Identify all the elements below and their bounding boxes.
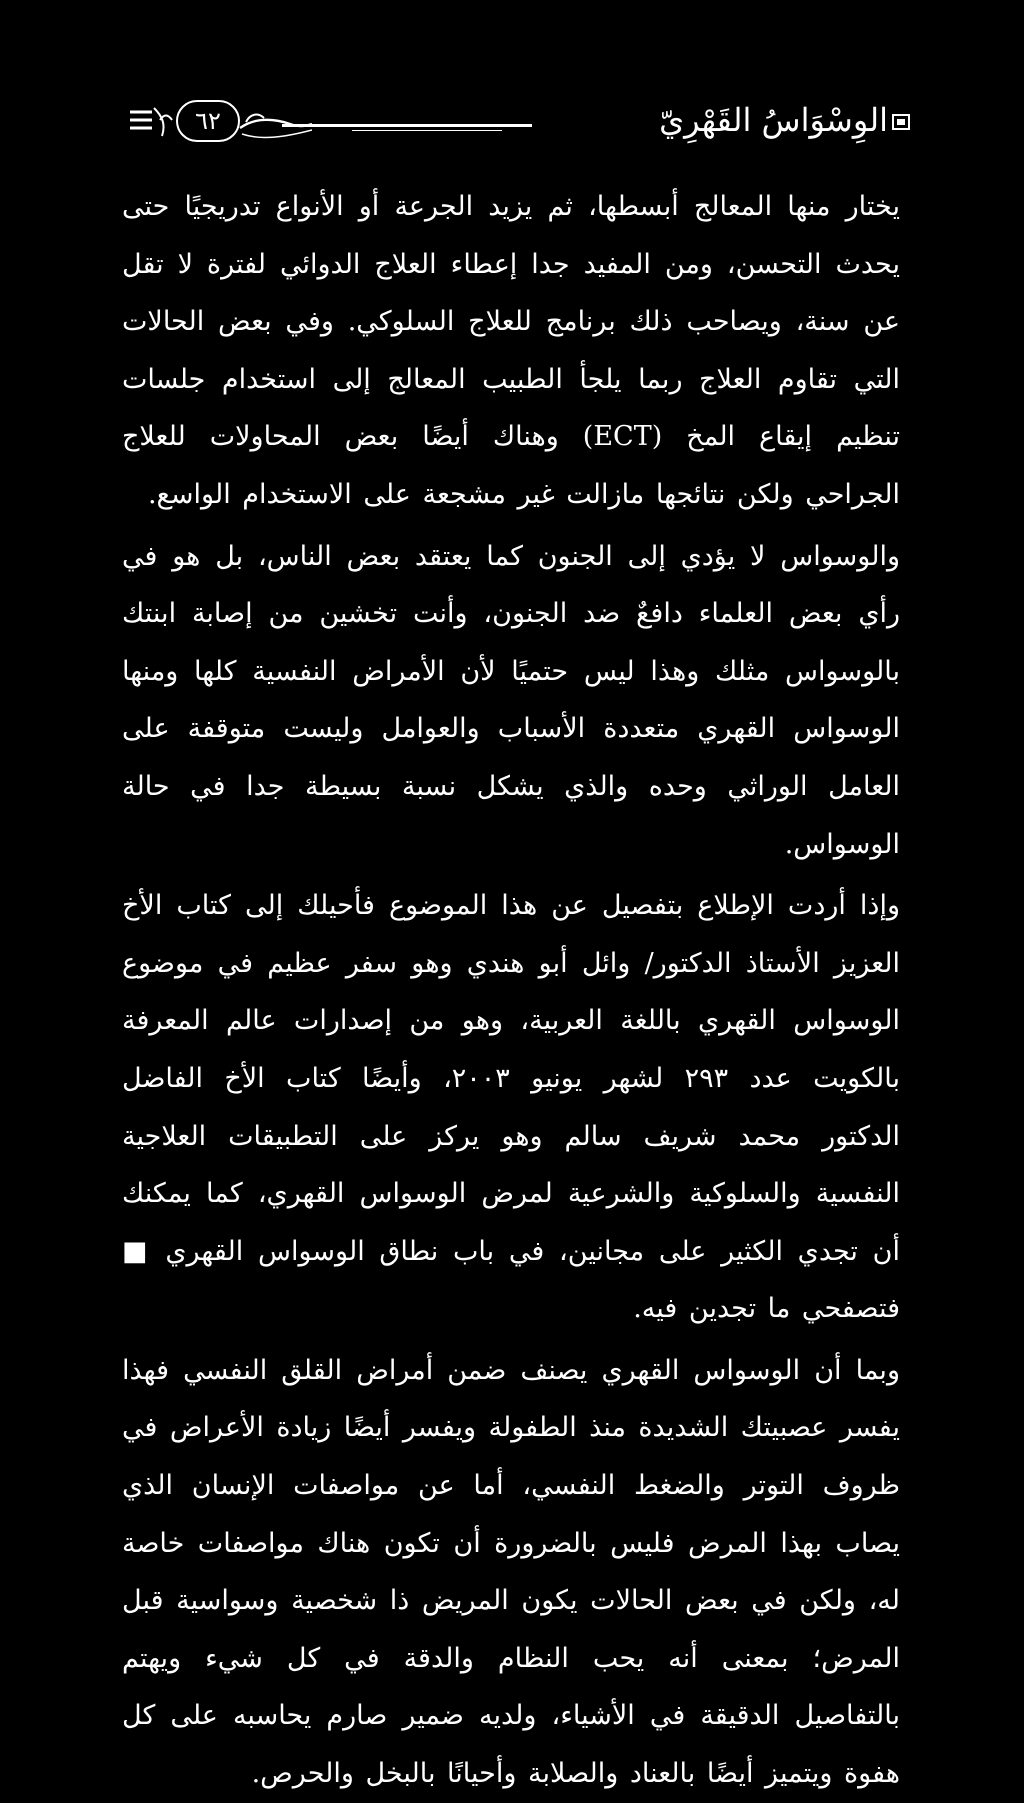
paragraph-4: وبما أن الوسواس القهري يصنف ضمن أمراض القلق النفسي فهذا يفسر عصبيتك الشديدة منذ الطفولة ويفسر أيضًا زيادة الأعراض في ظروف التوتر والضغط النفسي، أما عن مواصفات الإنسان الذي يصاب بهذا المرض فليس بالضرورة أن تكون هناك مواصفات خاصة له، ولكن في بعض الحالات يكون المريض ذا شخصية وسواسية قبل المرض؛ بمعنى أنه يحب النظام والدقة في كل شيء ويهتم بالتفاصيل الدقيقة في الأشياء، ولديه ضمير صارم يحاسبه على كل هفوة ويتميز أيضًا بالعناد والصلابة وأحيانًا بالبخل والحرص. xyxy=(122,1354,900,1790)
header-rule-thin xyxy=(352,130,502,131)
paragraph-3: وإذا أردت الإطلاع بتفصيل عن هذا الموضوع فأحيلك إلى كتاب الأخ العزيز الأستاذ الدكتور/ وائل أبو هندي وهو سفر عظيم في موضوع الوسواس القهري باللغة العربية، وهو من إصدارات عالم المعرفة بالكويت عدد ٢٩٣ لشهر يونيو ٢٠٠٣، وأيضًا كتاب الأخ الفاضل الدكتور محمد شريف سالم وهو يركز على التطبيقات العلاجية النفسية والسلوكية والشرعية لمرض الوسواس القهري، كما يمكنك أن تجدي الكثير على مجانين، في باب نطاق الوسواس القهري ■ فتصفحي ما تجدين فيه. xyxy=(122,890,900,1325)
paragraph-1: يختار منها المعالج أبسطها، ثم يزيد الجرعة أو الأنواع تدريجيًا حتى يحدث التحسن، ومن المفيد جدا إعطاء العلاج الدوائي لفترة لا تقل عن سنة، ويصاحب ذلك برنامج للعلاج السلوكي. وفي بعض الحالات التي تقاوم العلاج ربما يلجأ الطبيب المعالج إلى استخدام جلسات تنظيم إيقاع المخ (ECT) وهناك أيضًا بعض المحاولات للعلاج الجراحي ولكن نتائجها مازالت غير مشجعة على الاستخدام الواسع. xyxy=(122,191,900,510)
page-header xyxy=(122,92,902,152)
page-number-ornament xyxy=(122,98,312,150)
running-title: الوِسْوَاسُ القَهْرِيّ xyxy=(659,101,888,139)
header-ornament-icon xyxy=(892,114,910,130)
body-text xyxy=(122,178,900,1790)
header-rule xyxy=(282,124,532,127)
paragraph-2: والوسواس لا يؤدي إلى الجنون كما يعتقد بعض الناس، بل هو في رأي بعض العلماء دافعٌ ضد الجنون، وأنت تخشين من إصابة ابنتك بالوسواس مثلك وهذا ليس حتميًا لأن الأمراض النفسية كلها ومنها الوسواس القهري متعددة الأسباب والعوامل وليست متوقفة على العامل الوراثي وحده والذي يشكل نسبة بسيطة جدا في حالة الوسواس. xyxy=(122,540,900,860)
page-number: ٦٢ xyxy=(176,100,240,142)
